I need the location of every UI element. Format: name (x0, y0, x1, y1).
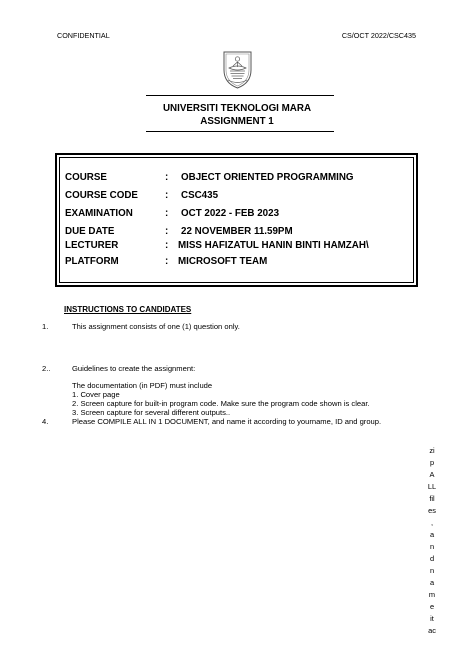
side-fragment: a (429, 578, 435, 587)
lecturer-separator: : (165, 240, 169, 251)
lecturer-label: LECTURER (65, 240, 119, 251)
course-code-row (65, 189, 415, 203)
course-row (65, 171, 415, 185)
platform-row (65, 255, 415, 269)
course-label: COURSE (65, 172, 107, 183)
side-fragment: e (429, 602, 435, 611)
side-fragment: d (429, 554, 435, 563)
side-fragment: A (429, 470, 435, 479)
examination-value: OCT 2022 - FEB 2023 (181, 208, 280, 219)
platform-separator: : (165, 256, 169, 267)
instruction-2-text: Guidelines to create the assignment: (72, 364, 196, 373)
side-fragment: m (428, 590, 436, 599)
side-fragment: a (429, 530, 435, 539)
title-top-rule (146, 95, 334, 96)
side-fragment: es (428, 506, 436, 515)
assignment-title: ASSIGNMENT 1 (200, 116, 274, 127)
instruction-1-text: This assignment consists of one (1) question only. (72, 322, 240, 331)
side-fragment: zi (429, 446, 435, 455)
instructions-heading: INSTRUCTIONS TO CANDIDATES (64, 305, 192, 314)
instruction-2-line-4: 3. Screen capture for several different outputs.. (72, 408, 231, 417)
due-date-row (65, 225, 415, 239)
lecturer-row (65, 239, 415, 253)
university-name: UNIVERSITI TEKNOLOGI MARA (162, 103, 312, 114)
platform-value: MICROSOFT TEAM (178, 256, 268, 267)
course-code-separator: : (165, 190, 169, 201)
instruction-2-number: 2.. (42, 364, 51, 373)
instruction-2-line-1: The documentation (in PDF) must include (72, 381, 213, 390)
instruction-2-line-2: 1. Cover page (72, 390, 120, 399)
instruction-2-line-3: 2. Screen capture for built-in program code. Make sure the program code shown is clear. (72, 399, 370, 408)
instruction-4-number: 4. (42, 417, 49, 426)
course-value: OBJECT ORIENTED PROGRAMMING (181, 172, 354, 183)
examination-separator: : (165, 208, 169, 219)
examination-row (65, 207, 415, 221)
side-fragment: n (429, 566, 435, 575)
lecturer-value: MISS HAFIZATUL HANIN BINTI HAMZAH\ (178, 240, 369, 251)
side-fragment: it (430, 614, 434, 623)
side-fragment: , (430, 518, 434, 527)
side-fragment: fil (429, 494, 435, 503)
due-date-label: DUE DATE (65, 226, 115, 237)
side-fragment: ac (428, 626, 436, 635)
side-fragment: n (429, 542, 435, 551)
due-date-value: 22 NOVEMBER 11.59PM (181, 226, 293, 237)
side-fragment: LL (427, 482, 437, 491)
title-bottom-rule (146, 131, 334, 132)
course-code-label: COURSE CODE (65, 190, 138, 201)
side-fragment: p (429, 458, 435, 467)
course-separator: : (165, 172, 169, 183)
header-paper-code: CS/OCT 2022/CSC435 (341, 31, 416, 40)
instruction-1-number: 1. (42, 322, 49, 331)
examination-label: EXAMINATION (65, 208, 133, 219)
platform-label: PLATFORM (65, 256, 119, 267)
course-code-value: CSC435 (181, 190, 219, 201)
instruction-4-text: Please COMPILE ALL IN 1 DOCUMENT, and name it according to yourname, ID and group. (72, 417, 382, 426)
header-confidential: CONFIDENTIAL (57, 31, 110, 40)
due-date-separator: : (165, 226, 169, 237)
university-crest-icon (221, 50, 254, 90)
